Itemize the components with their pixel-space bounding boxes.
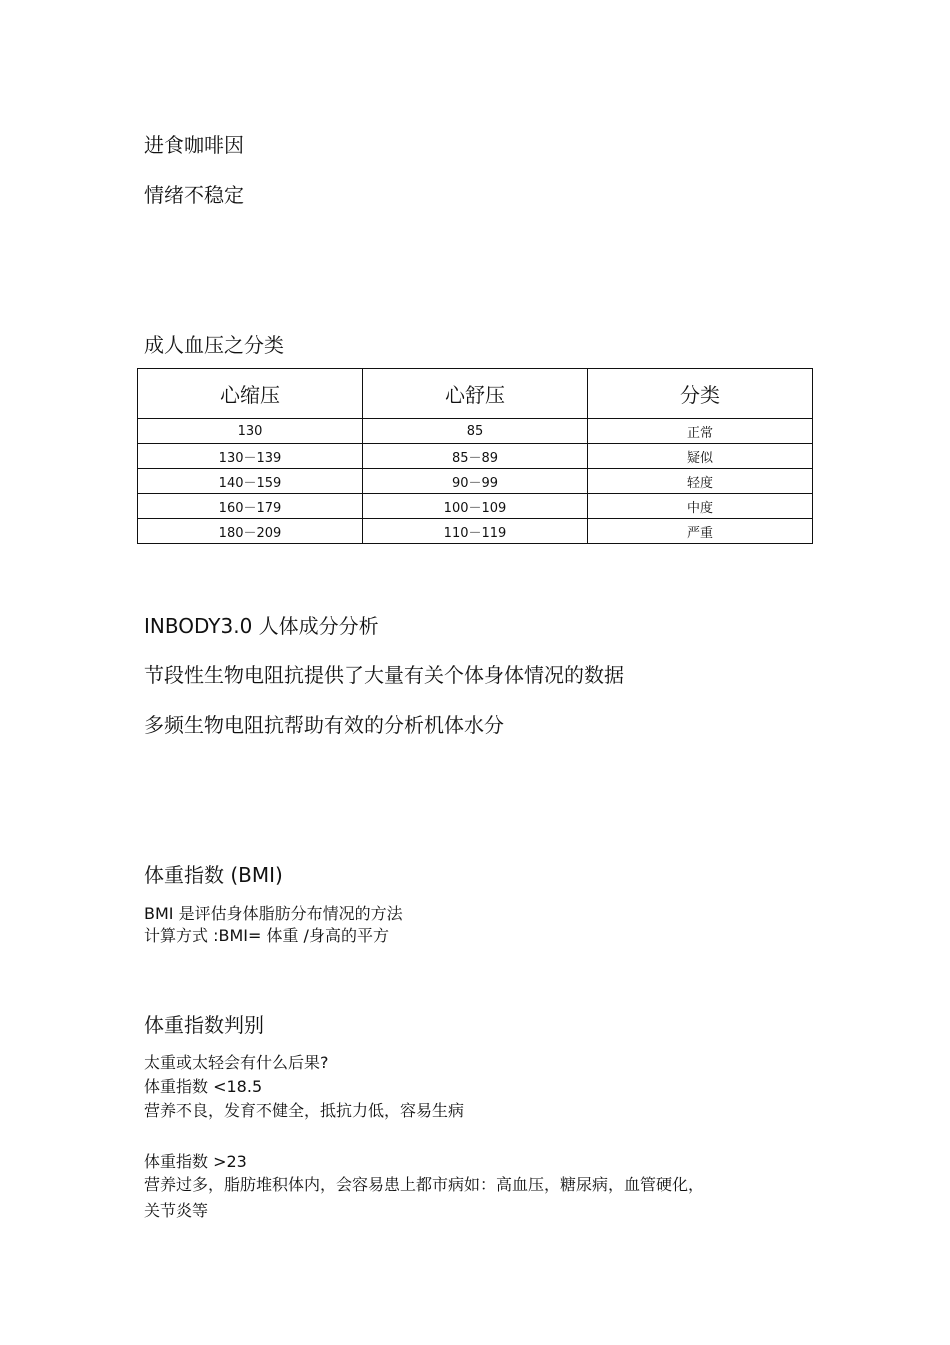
bp-table-title: 成人血压之分类: [144, 333, 284, 357]
text-emotion: 情绪不稳定: [144, 183, 244, 207]
cell-systolic: 130－139: [138, 444, 363, 469]
table-header-row: [138, 369, 813, 419]
header-category: 分类: [588, 369, 813, 419]
blood-pressure-table: [137, 368, 813, 544]
cell-category: 轻度: [588, 469, 813, 494]
bmi-low-label: 体重指数 <18.5: [144, 1077, 263, 1096]
cell-diastolic: 100－109: [363, 494, 588, 519]
table-row: [138, 519, 813, 544]
cell-category: 正常: [588, 419, 813, 444]
cell-systolic: 160－179: [138, 494, 363, 519]
bmi-judge-title: 体重指数判别: [144, 1013, 264, 1037]
bmi-high-effect-cont: 关节炎等: [144, 1201, 209, 1220]
cell-diastolic: 85: [363, 419, 588, 444]
bmi-high-effect: 营养过多，脂肪堆积体内，会容易患上都市病如：高血压，糖尿病，血管硬化，: [144, 1175, 705, 1194]
cell-category: 疑似: [588, 444, 813, 469]
table-row: [138, 469, 813, 494]
table-row: [138, 494, 813, 519]
cell-systolic: 130: [138, 419, 363, 444]
text-caffeine: 进食咖啡因: [144, 133, 244, 157]
cell-diastolic: 90－99: [363, 469, 588, 494]
bmi-title: 体重指数 (BMI): [144, 863, 283, 887]
cell-diastolic: 110－119: [363, 519, 588, 544]
bmi-judge-question: 太重或太轻会有什么后果?: [144, 1053, 329, 1072]
bmi-formula: 计算方式 :BMI= 体重 /身高的平方: [144, 926, 389, 945]
header-systolic: 心缩压: [138, 369, 363, 419]
bmi-low-effect: 营养不良，发育不健全，抵抗力低，容易生病: [144, 1101, 465, 1120]
cell-category: 中度: [588, 494, 813, 519]
inbody-line-1: 节段性生物电阻抗提供了大量有关个体身体情况的数据: [144, 663, 624, 687]
table-row: [138, 419, 813, 444]
header-diastolic: 心舒压: [363, 369, 588, 419]
bmi-high-label: 体重指数 >23: [144, 1152, 247, 1171]
table-row: [138, 444, 813, 469]
cell-category: 严重: [588, 519, 813, 544]
inbody-line-2: 多频生物电阻抗帮助有效的分析机体水分: [144, 713, 504, 737]
cell-systolic: 180－209: [138, 519, 363, 544]
cell-systolic: 140－159: [138, 469, 363, 494]
cell-diastolic: 85－89: [363, 444, 588, 469]
inbody-title: INBODY3.0 人体成分分析: [144, 614, 379, 638]
bmi-description: BMI 是评估身体脂肪分布情况的方法: [144, 904, 403, 923]
